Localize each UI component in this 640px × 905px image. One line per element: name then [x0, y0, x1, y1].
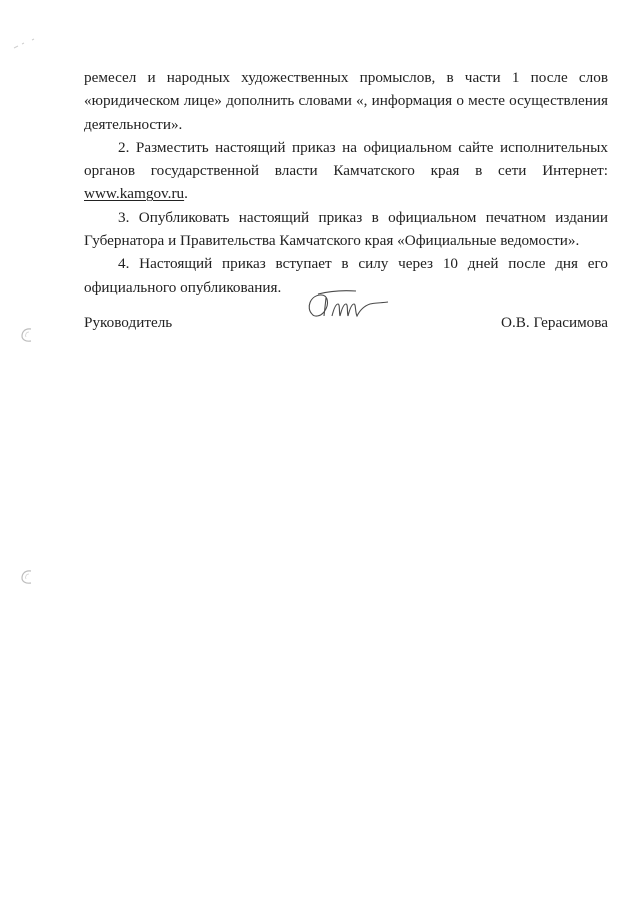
document-body	[84, 66, 608, 299]
signature-block	[84, 308, 608, 338]
binder-hole-icon	[20, 326, 34, 344]
position-title: Руководитель	[84, 314, 173, 331]
signer-name: О.В. Герасимова	[501, 314, 608, 331]
paragraph-4-text: 4. Настоящий приказ вступает в силу через 10 дней после дня его официального опубликования.	[84, 255, 608, 296]
paragraph-2-text: 2. Разместить настоящий приказ на официальном сайте исполнительных органов государственной власти Камчатского края в сети Интернет:	[84, 138, 608, 180]
paragraph-3-text: 3. Опубликовать настоящий приказ в официальном печатном издании Губернатора и Правительства Камчатского края «Официальные ведомости».	[84, 208, 608, 250]
paragraph-3	[84, 206, 608, 253]
paragraph-2-tail: .	[184, 185, 188, 203]
paragraph-1	[84, 66, 608, 136]
binder-hole-icon	[20, 568, 34, 586]
paragraph-1-text: ремесел и народных художественных промыслов, в части 1 после слов «юридическом лице» дополнить словами «, информация о месте осуществления деятельности».	[84, 69, 608, 133]
kamgov-link[interactable]: www.kamgov.ru	[84, 185, 185, 203]
handwritten-signature-icon	[304, 286, 394, 326]
scan-artifact-icon	[12, 36, 42, 52]
paragraph-2	[84, 136, 608, 206]
